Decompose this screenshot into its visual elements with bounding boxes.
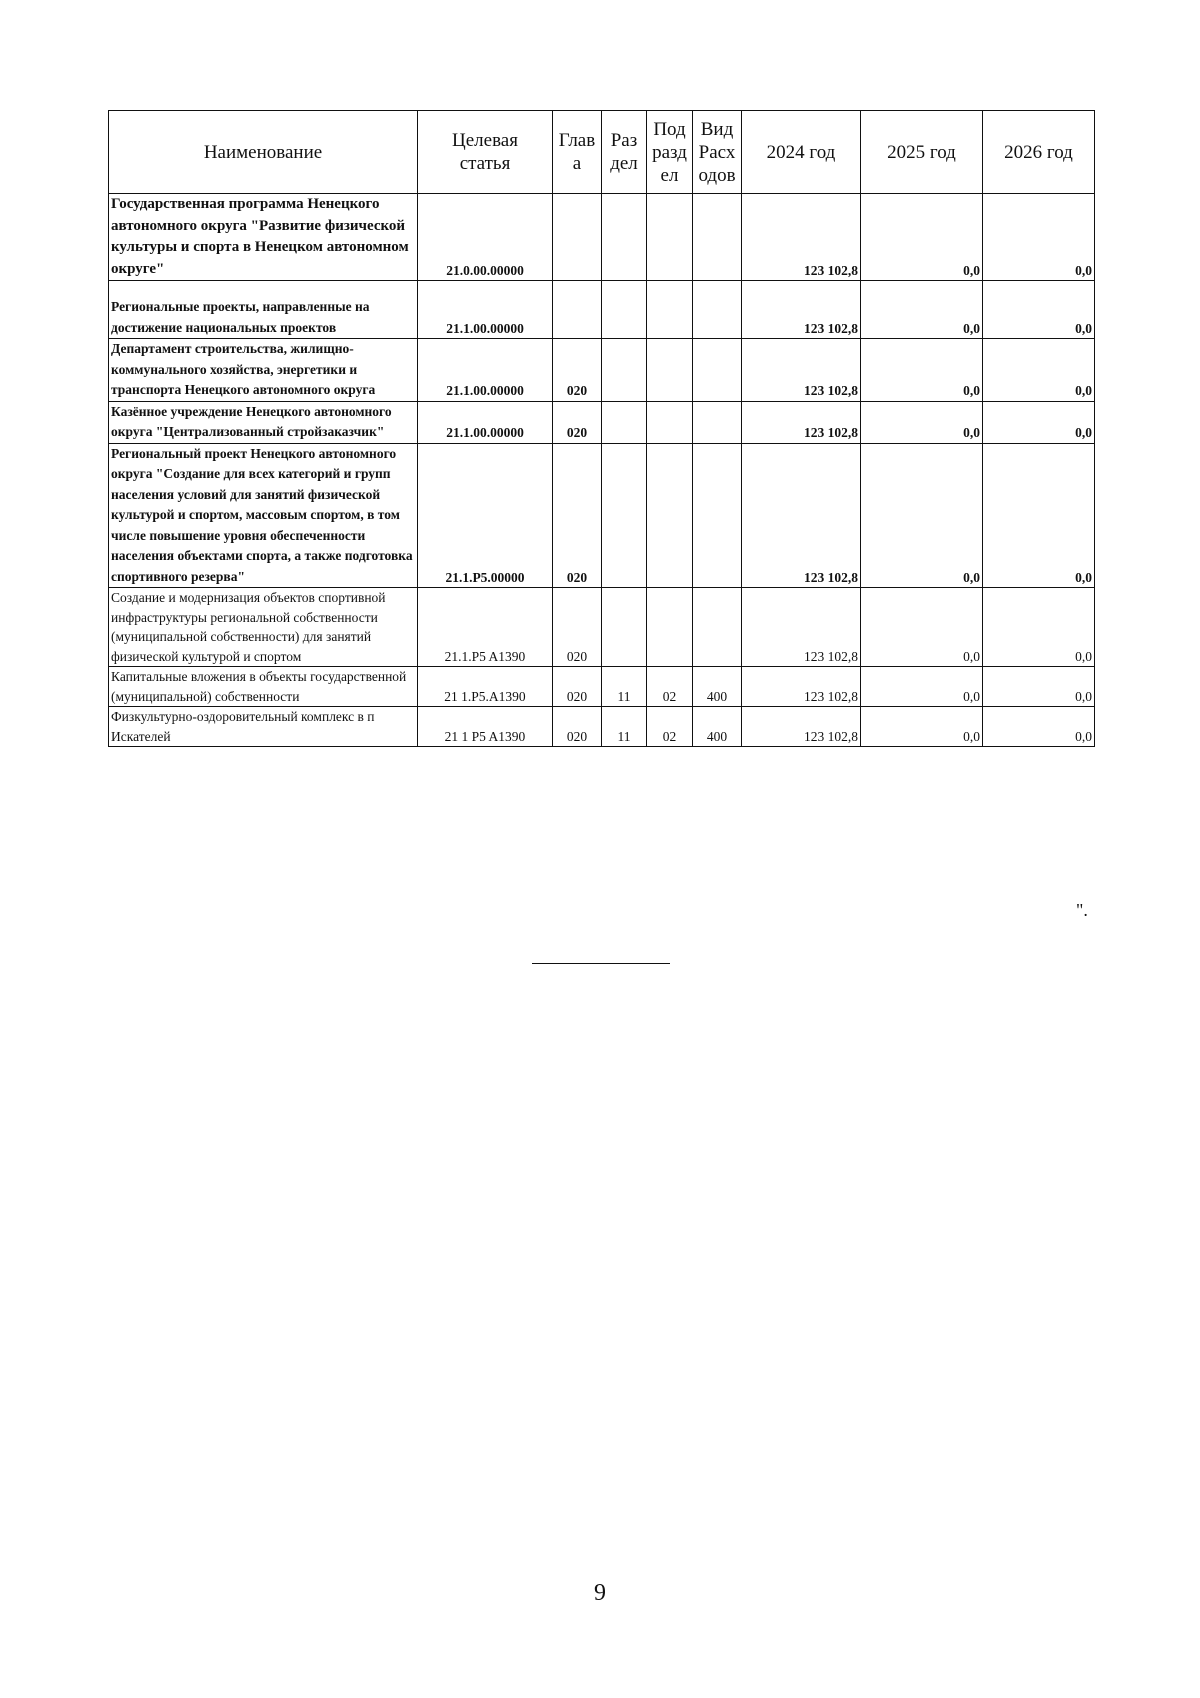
row-target: 21.1.00.00000	[418, 281, 553, 339]
table-row	[109, 339, 1095, 402]
header-2026: 2026 год	[983, 111, 1095, 194]
row-chapter: 020	[553, 339, 602, 402]
row-name: Казённое учреждение Ненецкого автономного округа "Централизованный стройзаказчик"	[109, 401, 418, 443]
row-expense-type: 400	[693, 707, 742, 747]
row-subsection	[647, 588, 693, 667]
row-name: Региональный проект Ненецкого автономного округа "Создание для всех категорий и групп населения условий для занятий физической культурой и спортом, массовым спортом, в том числе повышение уровня обеспеченности населения объектами спорта, а также подготовка спортивного резерва"	[109, 443, 418, 588]
row-expense-type: 400	[693, 667, 742, 707]
row-target: 21.1.P5.00000	[418, 443, 553, 588]
row-section	[602, 339, 647, 402]
row-section: 11	[602, 667, 647, 707]
header-2025: 2025 год	[861, 111, 983, 194]
row-section	[602, 281, 647, 339]
row-2025: 0,0	[861, 339, 983, 402]
row-target: 21 1.P5.A1390	[418, 667, 553, 707]
header-subsection: Под разд ел	[647, 111, 693, 194]
row-chapter	[553, 194, 602, 281]
row-expense-type	[693, 443, 742, 588]
row-2024: 123 102,8	[742, 281, 861, 339]
row-section	[602, 194, 647, 281]
row-subsection	[647, 339, 693, 402]
row-2026: 0,0	[983, 281, 1095, 339]
row-name: Создание и модернизация объектов спортивной инфраструктуры региональной собственности (муниципальной собственности) для занятий физической культурой и спортом	[109, 588, 418, 667]
row-subsection	[647, 443, 693, 588]
row-target: 21.0.00.00000	[418, 194, 553, 281]
row-2026: 0,0	[983, 401, 1095, 443]
header-expense-type: Вид Расх одов	[693, 111, 742, 194]
row-2024: 123 102,8	[742, 401, 861, 443]
row-target: 21.1.P5 A1390	[418, 588, 553, 667]
row-subsection: 02	[647, 667, 693, 707]
table-header-row	[109, 111, 1095, 194]
closing-quote-mark: ".	[1076, 900, 1088, 920]
table-row	[109, 667, 1095, 707]
table-row	[109, 443, 1095, 588]
row-chapter	[553, 281, 602, 339]
table-row	[109, 707, 1095, 747]
row-2025: 0,0	[861, 667, 983, 707]
budget-table	[108, 110, 1095, 747]
header-name: Наименование	[109, 111, 418, 194]
row-expense-type	[693, 339, 742, 402]
row-2024: 123 102,8	[742, 588, 861, 667]
table-row	[109, 588, 1095, 667]
row-subsection	[647, 401, 693, 443]
row-subsection: 02	[647, 707, 693, 747]
row-2025: 0,0	[861, 707, 983, 747]
row-expense-type	[693, 281, 742, 339]
row-2024: 123 102,8	[742, 339, 861, 402]
row-name: Региональные проекты, направленные на достижение национальных проектов	[109, 281, 418, 339]
separator-line	[532, 963, 670, 964]
row-2025: 0,0	[861, 588, 983, 667]
header-target: Целевая статья	[418, 111, 553, 194]
row-2025: 0,0	[861, 194, 983, 281]
row-subsection	[647, 194, 693, 281]
header-section: Раз дел	[602, 111, 647, 194]
row-2025: 0,0	[861, 443, 983, 588]
row-subsection	[647, 281, 693, 339]
row-chapter: 020	[553, 667, 602, 707]
row-2026: 0,0	[983, 588, 1095, 667]
row-2025: 0,0	[861, 281, 983, 339]
row-name: Департамент строительства, жилищно-коммунального хозяйства, энергетики и транспорта Ненецкого автономного округа	[109, 339, 418, 402]
row-name: Государственная программа Ненецкого автономного округа "Развитие физической культуры и спорта в Ненецком автономном округе"	[109, 194, 418, 281]
row-section: 11	[602, 707, 647, 747]
row-name: Физкультурно-оздоровительный комплекс в п Искателей	[109, 707, 418, 747]
page-number: 9	[594, 1580, 606, 1606]
row-expense-type	[693, 588, 742, 667]
row-target: 21.1.00.00000	[418, 339, 553, 402]
row-name: Капитальные вложения в объекты государственной (муниципальной) собственности	[109, 667, 418, 707]
row-target: 21 1 P5 A1390	[418, 707, 553, 747]
header-chapter: Глав а	[553, 111, 602, 194]
row-section	[602, 443, 647, 588]
row-2026: 0,0	[983, 194, 1095, 281]
row-expense-type	[693, 401, 742, 443]
row-2024: 123 102,8	[742, 667, 861, 707]
table-row	[109, 281, 1095, 339]
row-2026: 0,0	[983, 667, 1095, 707]
row-2026: 0,0	[983, 339, 1095, 402]
row-chapter: 020	[553, 401, 602, 443]
row-2026: 0,0	[983, 707, 1095, 747]
header-2024: 2024 год	[742, 111, 861, 194]
table-row	[109, 194, 1095, 281]
row-2024: 123 102,8	[742, 194, 861, 281]
row-2024: 123 102,8	[742, 707, 861, 747]
row-2026: 0,0	[983, 443, 1095, 588]
row-2025: 0,0	[861, 401, 983, 443]
table-row	[109, 401, 1095, 443]
row-chapter: 020	[553, 707, 602, 747]
row-chapter: 020	[553, 588, 602, 667]
row-chapter: 020	[553, 443, 602, 588]
row-2024: 123 102,8	[742, 443, 861, 588]
row-expense-type	[693, 194, 742, 281]
row-section	[602, 401, 647, 443]
row-target: 21.1.00.00000	[418, 401, 553, 443]
row-section	[602, 588, 647, 667]
